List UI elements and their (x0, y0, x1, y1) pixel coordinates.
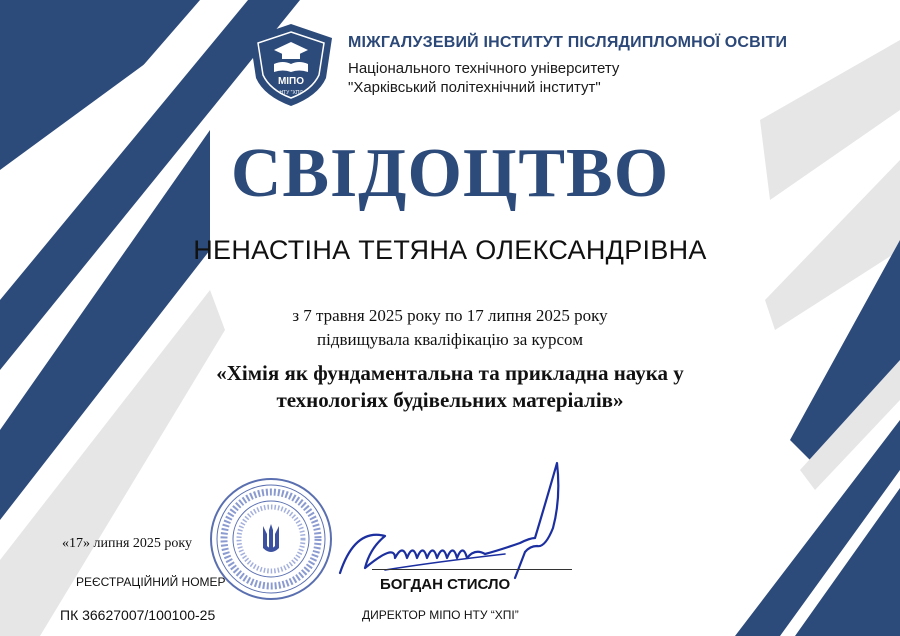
certificate-title: СВІДОЦТВО (230, 135, 670, 212)
university-name-line2: "Харківський політехнічний інститут" (348, 79, 601, 96)
logo-abbr: МІПО (277, 76, 305, 87)
signer-position: ДИРЕКТОР МІПО НТУ “ХПІ” (362, 608, 519, 622)
training-period: з 7 травня 2025 року по 17 липня 2025 року (292, 306, 608, 325)
signature-underline (385, 554, 505, 570)
signature-line (372, 569, 572, 570)
course-title-line2: технологіях будівельних матеріалів» (276, 388, 624, 412)
course-title-line1: «Хімія як фундаментальна та прикладна наука у (216, 361, 684, 385)
registration-number: ПК 36627007/100100-25 (60, 607, 216, 623)
course-title (0, 360, 900, 414)
institute-name: МІЖГАЛУЗЕВИЙ ІНСТИТУТ ПІСЛЯДИПЛОМНОЇ ОСВІТИ (348, 34, 788, 51)
cap-base (282, 53, 300, 59)
university-name-line1: Національного технічного університету (348, 60, 620, 77)
recipient-name: НЕНАСТІНА ТЕТЯНА ОЛЕКСАНДРІВНА (193, 235, 707, 265)
trident-icon (263, 524, 279, 552)
training-action: підвищувала кваліфікацію за курсом (317, 330, 583, 349)
official-seal (206, 474, 336, 604)
issue-date: «17» липня 2025 року (62, 536, 193, 551)
signer-name: БОГДАН СТИСЛО (380, 576, 511, 593)
institute-logo (246, 22, 336, 108)
registration-label: РЕЄСТРАЦІЙНИЙ НОМЕР (76, 575, 226, 589)
institute-header (348, 34, 898, 97)
logo-parent: НТУ "ХПІ" (279, 90, 303, 96)
